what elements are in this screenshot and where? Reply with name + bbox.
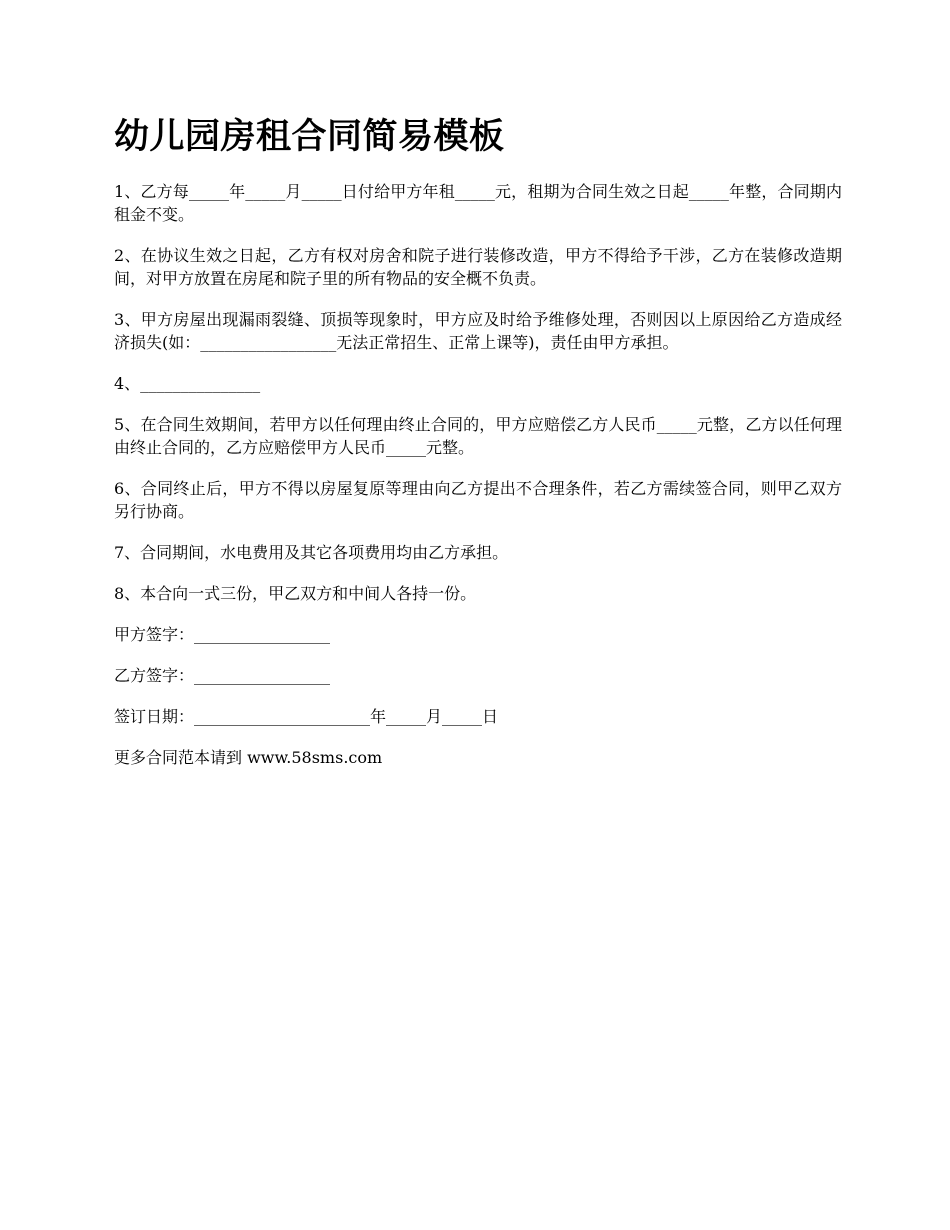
clause-4: 4、_______________ <box>114 374 261 393</box>
clause-2: 2、在协议生效之日起，乙方有权对房舍和院子进行装修改造，甲方不得给予干涉，乙方在装修改造期间，对甲方放置在房尾和院子里的所有物品的安全概不负责。 <box>114 246 842 288</box>
clause-3: 3、甲方房屋出现漏雨裂缝、顶损等现象时，甲方应及时给予维修处理，否则因以上原因给乙方造成经济损失(如：_________________无法正常招生、正常上课等)，责任由甲方承担。 <box>114 310 842 352</box>
footer-link-text: 更多合同范本请到 www.58sms.com <box>114 748 383 767</box>
clause-1: 1、乙方每_____年_____月_____日付给甲方年租_____元，租期为合同生效之日起_____年整，合同期内租金不变。 <box>114 182 842 224</box>
party-b-signature-line: 乙方签字：_________________ <box>114 666 331 685</box>
clause-6: 6、合同终止后，甲方不得以房屋复原等理由向乙方提出不合理条件，若乙方需续签合同，则甲乙双方另行协商。 <box>114 479 842 521</box>
clause-7: 7、合同期间，水电费用及其它各项费用均由乙方承担。 <box>114 543 509 562</box>
clause-5: 5、在合同生效期间，若甲方以任何理由终止合同的，甲方应赔偿乙方人民币_____元整，乙方以任何理由终止合同的，乙方应赔偿甲方人民币_____元整。 <box>114 415 842 457</box>
document-page <box>114 112 842 787</box>
clause-8: 8、本合向一式三份，甲乙双方和中间人各持一份。 <box>114 584 477 603</box>
signing-date-line: 签订日期：______________________年_____月_____日 <box>114 707 499 726</box>
document-title: 幼儿园房租合同简易模板 <box>114 117 505 157</box>
party-a-signature-line: 甲方签字：_________________ <box>114 625 331 644</box>
